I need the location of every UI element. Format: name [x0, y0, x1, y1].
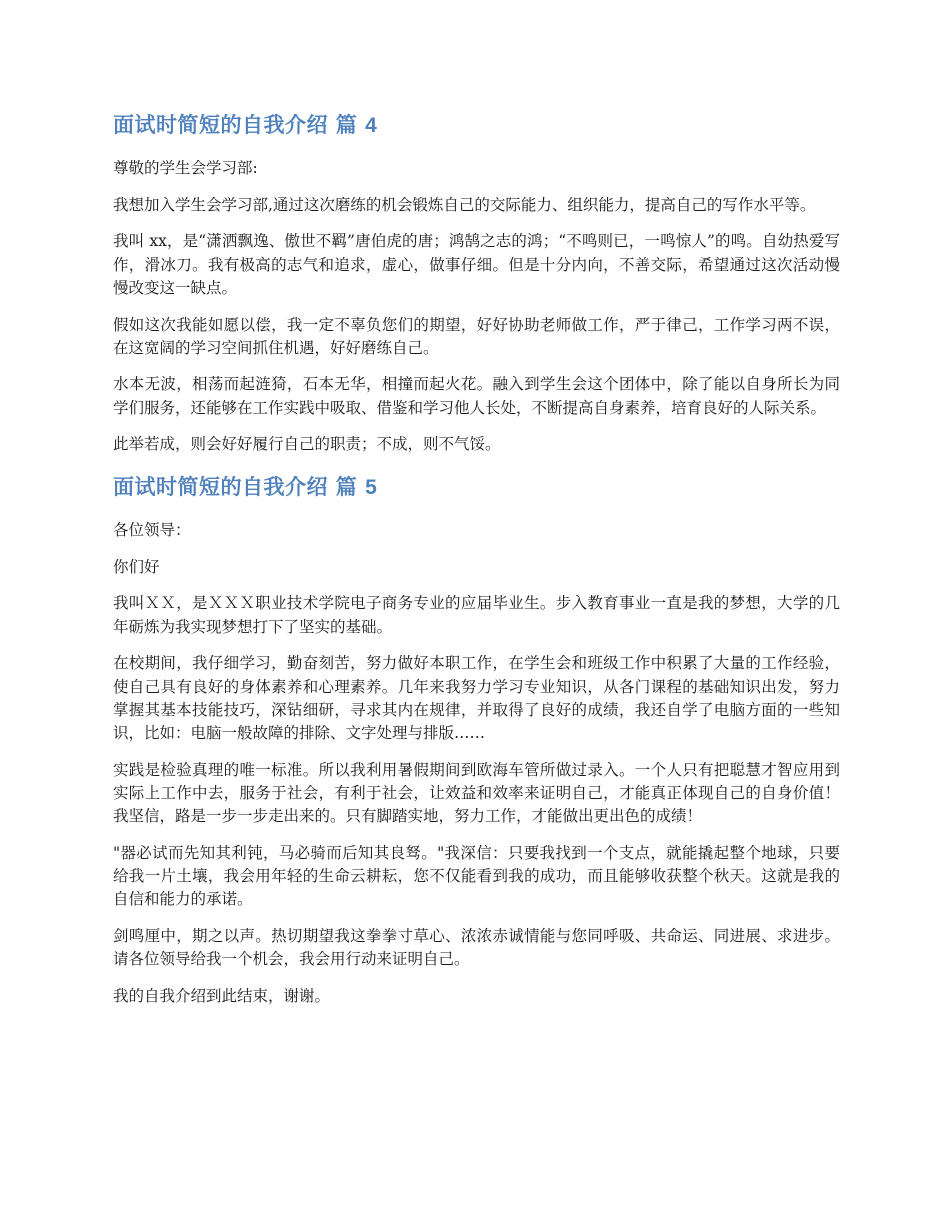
section-number: 4 — [365, 114, 378, 137]
paragraph: 我叫 xx，是“潇洒飘逸、傲世不羁”唐伯虎的唐；鸿鹄之志的鸿；“不鸣则已，一鸣惊人”的鸣。自幼热爱写作，滑冰刀。我有极高的志气和追求，虚心，做事仔细。但是十分内向，不善交际，希望通过这次活动慢慢改变这一缺点。 — [113, 232, 840, 297]
section-4 — [113, 108, 840, 457]
document-page — [113, 108, 840, 1021]
paragraph: 我的自我介绍到此结束，谢谢。 — [113, 986, 331, 1005]
paragraph: 剑鸣厘中，期之以声。热切期望我这拳拳寸草心、浓浓赤诚情能与您同呼吸、共命运、同进展、求进步。请各位领导给我一个机会，我会用行动来证明自己。 — [113, 926, 840, 969]
paragraph: 各位领导： — [113, 521, 191, 540]
paragraph: 假如这次我能如愿以偿，我一定不辜负您们的期望，好好协助老师做工作，严于律己，工作学习两不误，在这宽阔的学习空间抓住机遇，好好磨练自己。 — [113, 315, 840, 357]
paragraph: 水本无波，相荡而起涟猗，石本无华，相撞而起火花。融入到学生会这个团体中，除了能以自身所长为同学们服务，还能够在工作实践中吸取、借鉴和学习他人长处，不断提高自身素养，培育良好的人际关系。 — [113, 375, 840, 417]
paragraph: 此举若成，则会好好履行自己的职责；不成，则不气馁。 — [113, 435, 501, 454]
paragraph: 我想加入学生会学习部,通过这次磨练的机会锻炼自己的交际能力、组织能力，提高自己的写作水平等。 — [113, 195, 816, 214]
section-title: 面试时简短的自我介绍 篇 — [113, 475, 358, 500]
section-title: 面试时简短的自我介绍 篇 — [113, 113, 358, 137]
section-heading — [113, 108, 840, 143]
paragraph: 我叫ＸＸ，是ＸＸＸ职业技术学院电子商务专业的应届毕业生。步入教育事业一直是我的梦想，大学的几年砺炼为我实现梦想打下了坚实的基础。 — [113, 594, 840, 636]
paragraph: 你们好 — [113, 557, 160, 576]
paragraph: 尊敬的学生会学习部: — [113, 159, 258, 177]
paragraph: 在校期间，我仔细学习，勤奋刻苦，努力做好本职工作，在学生会和班级工作中积累了大量的工作经验，使自己具有良好的身体素养和心理素养。几年来我努力学习专业知识，从各门课程的基础知识出发，努力掌握其基本技能技巧，深钻细研，寻求其内在规律，并取得了良好的成绩，我还自学了电脑方面的一些知识，比如：电脑一般故障的排除、文字处理与排版…… — [113, 654, 840, 742]
section-heading — [113, 470, 840, 505]
section-number: 5 — [365, 476, 378, 500]
section-5 — [113, 470, 840, 1008]
paragraph: 实践是检验真理的唯一标准。所以我利用暑假期间到欧海车管所做过录入。一个人只有把聪慧才智应用到实际上工作中去，服务于社会，有利于社会，让效益和效率来证明自己，才能真正体现自己的自身价值！我坚信，路是一步一步走出来的。只有脚踏实地，努力工作，才能做出更出色的成绩！ — [113, 760, 840, 826]
paragraph: "器必试而先知其利钝，马必骑而后知其良驽。"我深信：只要我找到一个支点，就能撬起整个地球，只要给我一片土壤，我会用年轻的生命云耕耘，您不仅能看到我的成功，而且能够收获整个秋天。这就是我的自信和能力的承诺。 — [113, 843, 840, 909]
